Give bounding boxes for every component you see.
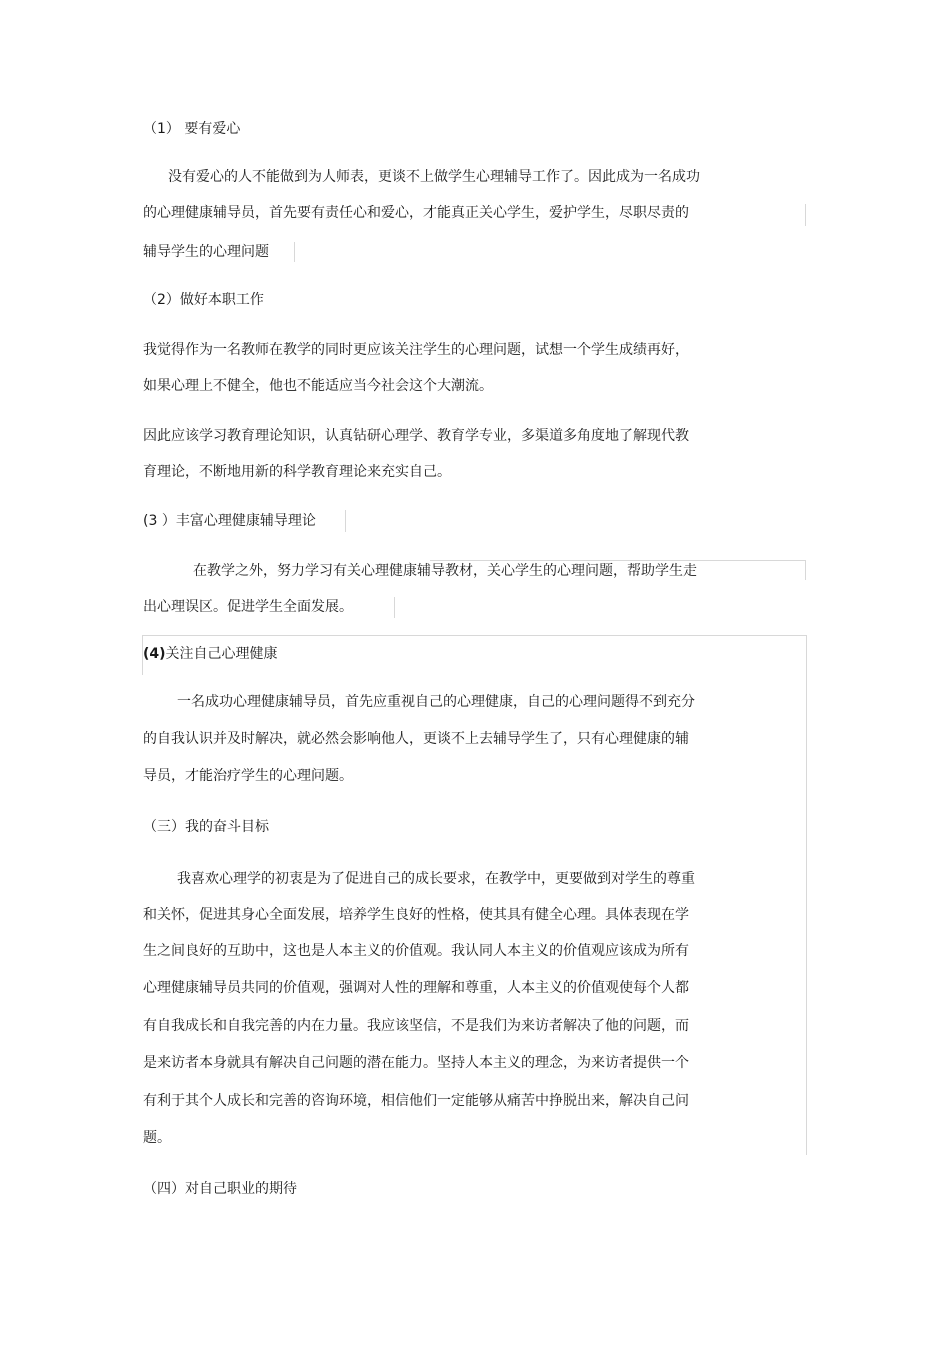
paragraph-line: 的心理健康辅导员，首先要有责任心和爱心，才能真正关心学生，爱护学生，尽职尽责的 [143,205,689,221]
paragraph-line: 心理健康辅导员共同的价值观，强调对人性的理解和尊重，人本主义的价值观使每个人都 [143,980,689,996]
paragraph-line: 育理论，不断地用新的科学教育理论来充实自己。 [143,464,451,480]
paragraph-line: 我喜欢心理学的初衷是为了促进自己的成长要求，在教学中，更要做到对学生的尊重 [177,871,695,887]
heading-enrich-theory: (3 ）丰富心理健康辅导理论 [143,513,316,529]
paragraph-line: 我觉得作为一名教师在教学的同时更应该关注学生的心理问题，试想一个学生成绩再好， [143,342,689,358]
heading-goals: （三）我的奋斗目标 [143,819,269,835]
paragraph-line: 题。 [143,1130,171,1146]
heading-number: (4) [143,646,166,662]
paragraph-line: 导员，才能治疗学生的心理问题。 [143,768,353,784]
border-line [806,635,807,1155]
paragraph-line: 如果心理上不健全，他也不能适应当今社会这个大潮流。 [143,378,493,394]
heading-love: （1） 要有爱心 [143,121,241,137]
paragraph-line: 没有爱心的人不能做到为人师表，更谈不上做学生心理辅导工作了。因此成为一名成功 [168,169,700,185]
paragraph-line: 辅导学生的心理问题 [143,244,269,260]
paragraph-line: 有利于其个人成长和完善的咨询环境，相信他们一定能够从痛苦中挣脱出来，解决自己问 [143,1093,689,1109]
paragraph-line: 有自我成长和自我完善的内在力量。我应该坚信，不是我们为来访者解决了他的问题，而 [143,1018,689,1034]
heading-do-job: （2）做好本职工作 [143,292,264,308]
border-line [394,597,395,618]
border-line [345,510,346,532]
paragraph-line: 和关怀，促进其身心全面发展，培养学生良好的性格，使其具有健全心理。具体表现在学 [143,907,689,923]
heading-career-expectation: （四）对自己职业的期待 [143,1181,297,1197]
paragraph-line: 的自我认识并及时解决，就必然会影响他人，更谈不上去辅导学生了，只有心理健康的辅 [143,731,689,747]
border-line [142,635,143,675]
border-line [142,635,807,636]
paragraph-line: 在教学之外，努力学习有关心理健康辅导教材，关心学生的心理问题，帮助学生走 [193,563,697,579]
border-line [805,204,806,226]
heading-own-health [143,644,278,664]
paragraph-line: 因此应该学习教育理论知识，认真钻研心理学、教育学专业，多渠道多角度地了解现代教 [143,428,689,444]
border-line [805,560,806,580]
heading-text: 关注自己心理健康 [165,646,278,662]
paragraph-line: 一名成功心理健康辅导员，首先应重视自己的心理健康，自己的心理问题得不到充分 [177,694,695,710]
border-line [430,560,806,561]
paragraph-line: 出心理误区。促进学生全面发展。 [143,599,353,615]
paragraph-line: 是来访者本身就具有解决自己问题的潜在能力。坚持人本主义的理念，为来访者提供一个 [143,1055,689,1071]
paragraph-line: 生之间良好的互助中，这也是人本主义的价值观。我认同人本主义的价值观应该成为所有 [143,943,689,959]
border-line [294,242,295,262]
